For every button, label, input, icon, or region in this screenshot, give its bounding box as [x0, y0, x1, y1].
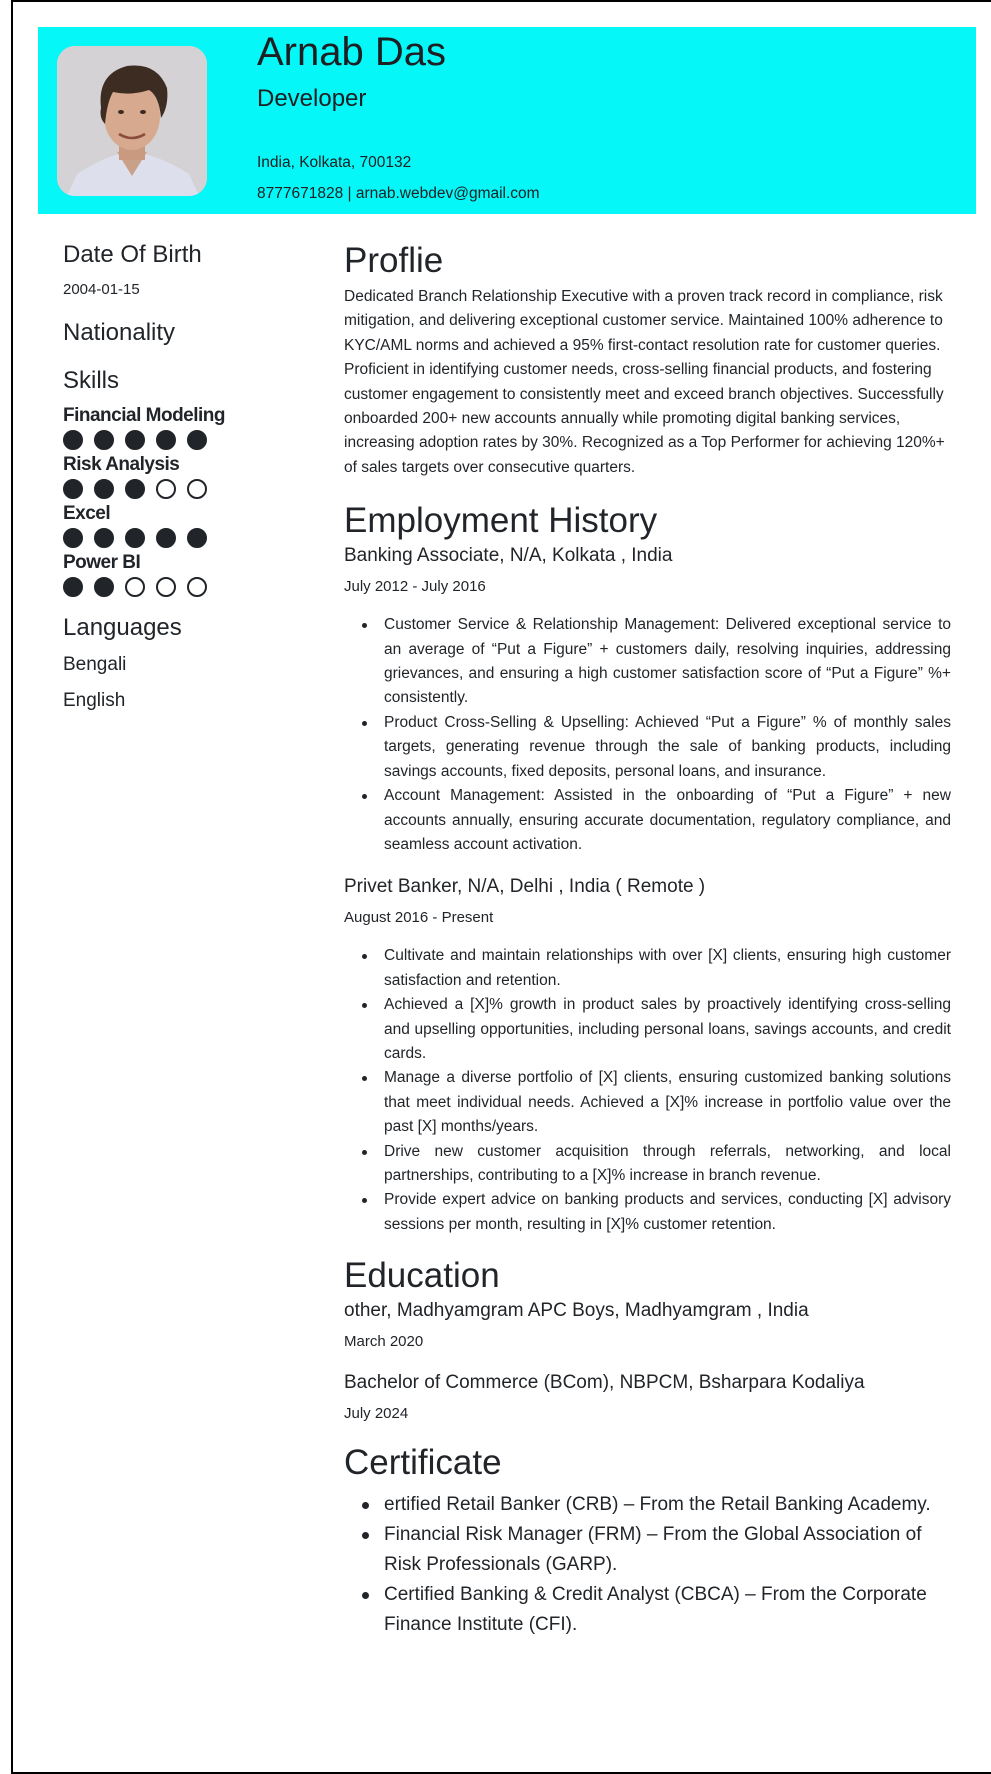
- skill-name: Excel: [63, 503, 111, 524]
- job-entry: [344, 544, 951, 857]
- rating-dot-empty-icon: [187, 577, 207, 597]
- skill-name: Financial Modeling: [63, 405, 226, 426]
- job-title: Banking Associate, N/A, Kolkata , India: [344, 545, 673, 567]
- skill-rating: [63, 429, 303, 450]
- rating-dot-empty-icon: [125, 577, 145, 597]
- main-content: [344, 240, 951, 1640]
- job-dates: July 2012 - July 2016: [344, 578, 486, 596]
- nationality-heading: Nationality: [63, 319, 176, 346]
- education-title: Bachelor of Commerce (BCom), NBPCM, Bsharpara Kodaliya: [344, 1372, 865, 1394]
- skill-rating: [63, 576, 303, 597]
- education-date: March 2020: [344, 1333, 424, 1351]
- profile-photo: [57, 46, 207, 196]
- dob-heading: Date Of Birth: [63, 241, 202, 268]
- certificate-list: [344, 1490, 951, 1640]
- rating-dot-filled-icon: [125, 528, 145, 548]
- certificate-item: ertified Retail Banker (CRB) – From the Retail Banking Academy.: [384, 1490, 951, 1520]
- skill-rating: [63, 527, 303, 548]
- profile-summary: Dedicated Branch Relationship Executive with a proven track record in compliance, risk mitigation, and delivering exceptional customer service. Maintained 100% adherence to KYC/AML norms and achieved a 95% first-contact resolution rate for customer queries. Proficient in identifying customer needs, cross-selling financial products, and fostering customer engagement to consistently meet and exceed branch objectives. Successfully onboarded 200+ new accounts annually while promoting digital banking services, increasing adoption rates by 30%. Recognized as a Top Performer for achieving 120%+ of sales targets over consecutive quarters.: [344, 288, 945, 476]
- languages-heading: Languages: [63, 614, 182, 641]
- profile-section: [344, 240, 951, 480]
- job-bullet: Manage a diverse portfolio of [X] clients, ensuring customized banking solutions that meet individual needs. Achieved a [X]% increase in portfolio value over the past [X] months/years.: [384, 1066, 951, 1139]
- job-bullet: Customer Service & Relationship Management: Delivered exceptional service to an average of “Put a Figure” + customers daily, resolving inquiries, addressing grievances, and ensuring a high customer satisfaction score of “Put a Figure” %+ consistently.: [384, 613, 951, 711]
- job-title: Privet Banker, N/A, Delhi , India ( Remote ): [344, 876, 706, 898]
- rating-dot-filled-icon: [63, 430, 83, 450]
- skill-item: [63, 405, 303, 450]
- rating-dot-filled-icon: [63, 479, 83, 499]
- job-bullets: [344, 944, 951, 1237]
- employment-section: [344, 500, 951, 1237]
- skill-name: Power BI: [63, 552, 141, 573]
- education-section: [344, 1255, 951, 1424]
- rating-dot-filled-icon: [94, 528, 114, 548]
- certificate-item: Financial Risk Manager (FRM) – From the Global Association of Risk Professionals (GARP).: [384, 1520, 951, 1580]
- certificate-section: [344, 1442, 951, 1640]
- education-title: other, Madhyamgram APC Boys, Madhyamgram , India: [344, 1300, 809, 1322]
- employment-heading: Employment History: [344, 501, 658, 541]
- resume-header: [38, 27, 976, 214]
- job-bullet: Provide expert advice on banking products and services, conducting [X] advisory sessions per month, resulting in [X]% customer retention.: [384, 1188, 951, 1237]
- sidebar: [63, 240, 303, 713]
- job-bullet: Drive new customer acquisition through referrals, networking, and local partnerships, contributing to a [X]% increase in branch revenue.: [384, 1140, 951, 1189]
- candidate-contact: 8777671828 | arnab.webdev@gmail.com: [257, 185, 540, 202]
- profile-heading: Proflie: [344, 241, 444, 280]
- skill-rating: [63, 478, 303, 499]
- job-bullet: Cultivate and maintain relationships with over [X] clients, ensuring high customer satisfaction and retention.: [384, 944, 951, 993]
- job-bullet: Achieved a [X]% growth in product sales by proactively identifying cross-selling and upselling opportunities, including personal loans, savings accounts, and credit cards.: [384, 993, 951, 1066]
- job-bullet: Account Management: Assisted in the onboarding of “Put a Figure” + new accounts annually, ensuring accurate documentation, regulatory compliance, and seamless account activation.: [384, 784, 951, 857]
- skill-item: [63, 552, 303, 597]
- language-item: English: [63, 690, 126, 711]
- job-entry: [344, 875, 951, 1237]
- skill-name: Risk Analysis: [63, 454, 180, 475]
- job-bullet: Product Cross-Selling & Upselling: Achieved “Put a Figure” % of monthly sales targets, generating revenue through the sale of banking products, including savings accounts, fixed deposits, personal loans, and insurance.: [384, 711, 951, 784]
- job-dates: August 2016 - Present: [344, 909, 494, 927]
- education-date: July 2024: [344, 1405, 409, 1423]
- rating-dot-filled-icon: [187, 430, 207, 450]
- candidate-title: Developer: [257, 85, 367, 112]
- person-avatar-icon: [57, 46, 207, 196]
- rating-dot-filled-icon: [94, 430, 114, 450]
- skill-item: [63, 503, 303, 548]
- rating-dot-filled-icon: [94, 577, 114, 597]
- skill-item: [63, 454, 303, 499]
- rating-dot-empty-icon: [156, 479, 176, 499]
- dob-value: 2004-01-15: [63, 281, 140, 298]
- language-item: Bengali: [63, 654, 127, 675]
- rating-dot-filled-icon: [156, 528, 176, 548]
- certificate-item: Certified Banking & Credit Analyst (CBCA) – From the Corporate Finance Institute (CFI).: [384, 1580, 951, 1640]
- rating-dot-filled-icon: [63, 577, 83, 597]
- rating-dot-filled-icon: [63, 528, 83, 548]
- certificate-heading: Certificate: [344, 1443, 502, 1483]
- candidate-address: India, Kolkata, 700132: [257, 154, 412, 171]
- rating-dot-filled-icon: [125, 479, 145, 499]
- rating-dot-filled-icon: [156, 430, 176, 450]
- job-bullets: [344, 613, 951, 857]
- rating-dot-empty-icon: [156, 577, 176, 597]
- rating-dot-empty-icon: [187, 479, 207, 499]
- candidate-name: Arnab Das: [257, 30, 446, 74]
- education-heading: Education: [344, 1256, 500, 1296]
- rating-dot-filled-icon: [125, 430, 145, 450]
- rating-dot-filled-icon: [94, 479, 114, 499]
- skills-heading: Skills: [63, 367, 120, 394]
- rating-dot-filled-icon: [187, 528, 207, 548]
